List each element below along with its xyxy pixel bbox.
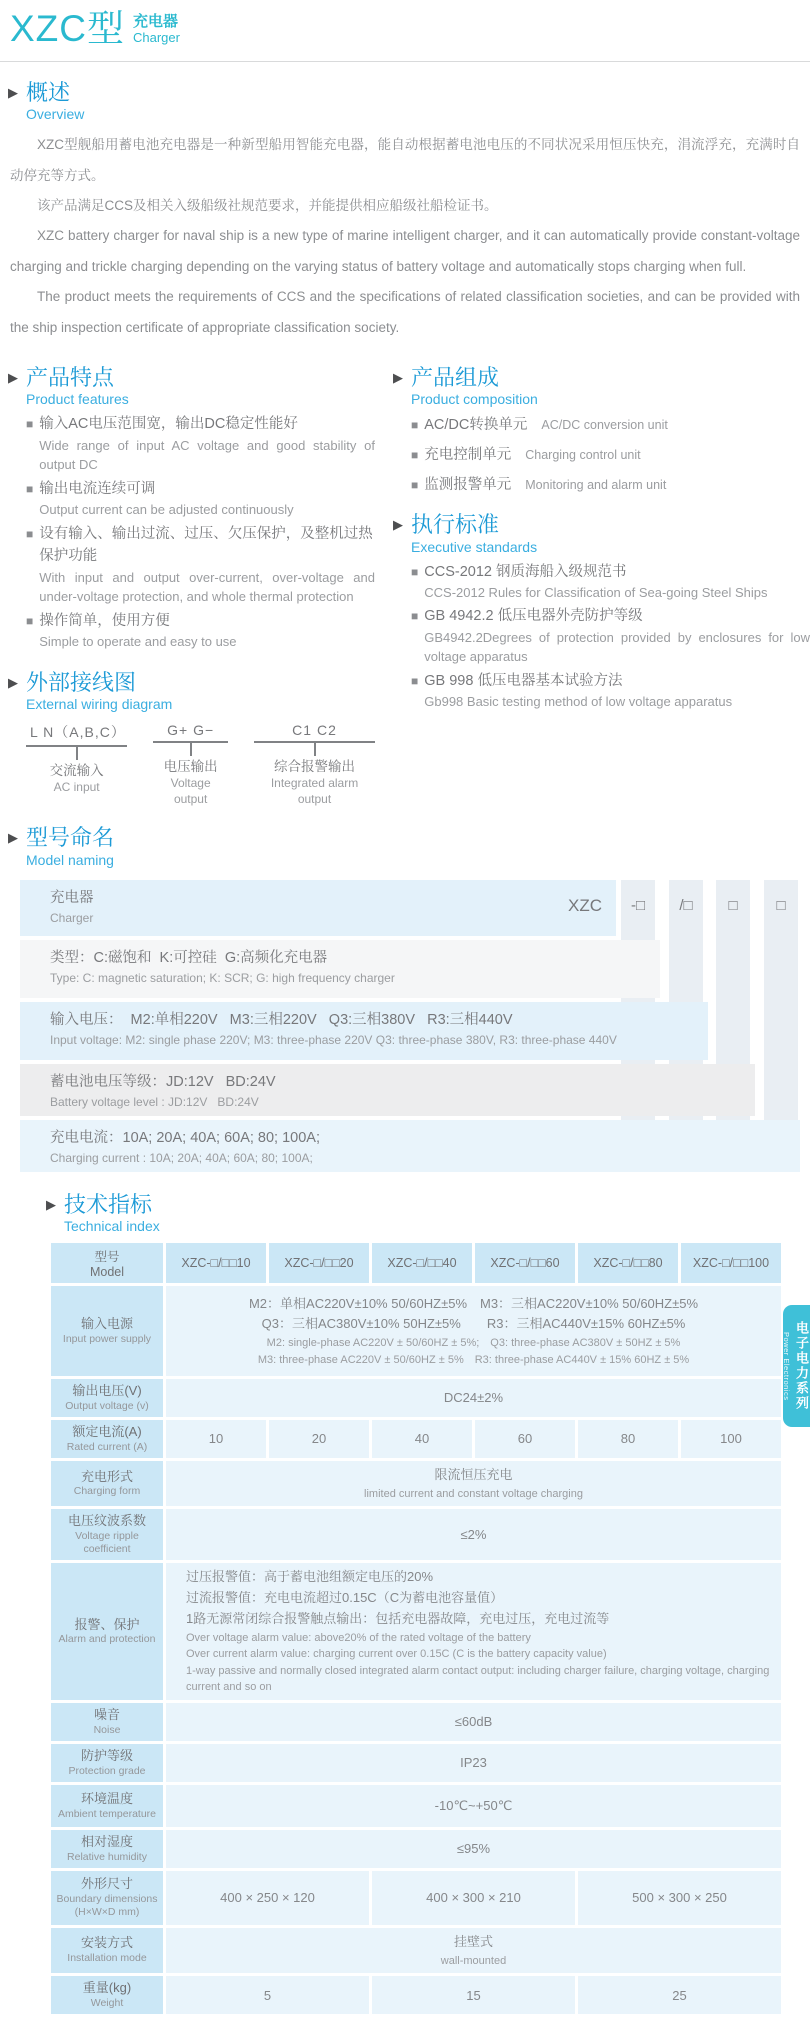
cell-value: 5 xyxy=(166,1976,369,2014)
terminal-code: L N（A,B,C） xyxy=(26,722,127,747)
bullet-square-icon: ■ xyxy=(411,609,419,624)
composition-en: Charging control unit xyxy=(525,448,641,463)
wiring-terminal-group xyxy=(153,722,228,807)
naming-row-en: Charging current : 10A; 20A; 40A; 60A; 80; 100A; xyxy=(50,1151,313,1166)
table-row: 输出电压(V) Output voltage (v) DC24±2% xyxy=(51,1379,781,1417)
wiring-terminal-group xyxy=(26,722,127,807)
overview-body xyxy=(0,128,810,343)
features-list xyxy=(26,413,375,651)
section-arrow-icon: ▶ xyxy=(8,369,18,385)
standards-heading-cn: 执行标准 xyxy=(411,512,500,538)
cell-line: 1-way passive and normally closed integrated alarm contact output: including charger failure, charging voltage, charging current and so on xyxy=(186,1664,770,1694)
table-row: 防护等级 Protection grade IP23 xyxy=(51,1744,781,1782)
list-item xyxy=(26,523,375,607)
naming-row-battery-voltage xyxy=(20,1064,755,1116)
naming-heading-cn: 型号命名 xyxy=(26,825,115,851)
table-row: 额定电流(A) Rated current (A) 10 20 40 60 80 100 xyxy=(51,1420,781,1458)
terminal-label-en: Integrated alarm output xyxy=(270,776,359,806)
naming-row-cn: 充电电流：10A; 20A; 40A; 60A; 80; 100A; xyxy=(50,1129,321,1146)
terminal-tick xyxy=(190,743,192,756)
tech-table-wrap xyxy=(48,1240,810,2017)
table-row: 环境温度 Ambient temperature -10℃~+50℃ xyxy=(51,1785,781,1827)
naming-row-en: Battery voltage level : JD:12V BD:24V xyxy=(50,1095,259,1110)
overview-paragraph: XZC battery charger for naval ship is a new type of marine intelligent charger, and it can automatically provide constant-voltage charging and trickle charging depending on the varying status of battery voltage and automatically stops charging when full. xyxy=(10,228,800,274)
standard-en: GB4942.2Degrees of protection provided by enclosures for low voltage apparatus xyxy=(424,629,810,665)
terminal-label-en: AC input xyxy=(53,780,100,795)
terminal-code: G+ G− xyxy=(153,722,228,743)
feature-en: With input and output over-current, over-voltage and under-voltage protection, and whole thermal protection xyxy=(39,569,375,605)
wiring-diagram xyxy=(26,722,375,807)
naming-charger-en: Charger xyxy=(50,911,94,926)
table-row: 充电形式 Charging form 限流恒压充电 limited current and constant voltage charging xyxy=(51,1461,781,1506)
terminal-label-cn: 交流输入 xyxy=(49,762,104,778)
tech-heading-cn: 技术指标 xyxy=(64,1191,153,1217)
naming-row-cn: 蓄电池电压等级：JD:12V BD:24V xyxy=(50,1073,276,1090)
features-heading-en: Product features xyxy=(26,391,129,408)
composition-heading-en: Product composition xyxy=(411,391,538,408)
standard-en: Gb998 Basic testing method of low voltage apparatus xyxy=(424,694,733,710)
overview-paragraph: 该产品满足CCS及相关入级船级社规范要求，并能提供相应船级社船检证书。 xyxy=(37,198,498,214)
bullet-square-icon: ■ xyxy=(411,564,419,579)
composition-cn: AC/DC转换单元 xyxy=(424,417,528,434)
overview-paragraph: The product meets the requirements of CCS and the specifications of related classification societies, and can be provided with the ship inspection certificate of appropriate classification society. xyxy=(10,289,800,335)
cell-line: M2: single-phase AC220V ± 50/60HZ ± 5%; Q3: three-phase AC380V ± 50HZ ± 5% xyxy=(266,1337,681,1350)
section-wiring-heading xyxy=(8,670,375,712)
col-header-model: XZC-□/□□20 xyxy=(269,1243,369,1283)
bullet-square-icon: ■ xyxy=(411,448,419,463)
cell-line: limited current and constant voltage charging xyxy=(364,1487,583,1500)
standard-cn: GB 4942.2 低压电器外壳防护等级 xyxy=(424,608,643,625)
cell-value: 500 × 300 × 250 xyxy=(578,1871,781,1925)
two-column-area xyxy=(0,347,810,807)
table-row: 相对湿度 Relative humidity ≤95% xyxy=(51,1830,781,1868)
bullet-square-icon: ■ xyxy=(26,417,34,432)
composition-cn: 充电控制单元 xyxy=(424,447,512,464)
section-features-heading xyxy=(8,365,375,407)
series-side-tab xyxy=(783,1305,810,1427)
standards-list xyxy=(411,561,810,712)
cell-line: 过流报警值：充电电流超过0.15C（C为蓄电池容量值） xyxy=(186,1590,504,1606)
cell-value: 25 xyxy=(578,1976,781,2014)
section-standards-heading xyxy=(393,512,810,554)
list-item xyxy=(26,413,375,474)
wiring-heading-en: External wiring diagram xyxy=(26,695,173,712)
naming-row-en: Input voltage: M2: single phase 220V; M3: three-phase 220V Q3: three-phase 380V, R3: three-phase 440V xyxy=(50,1033,617,1048)
cell-value: 400 × 250 × 120 xyxy=(166,1871,369,1925)
model-code-box: □ xyxy=(728,896,738,914)
cell-line: Over current alarm value: charging current over 0.15C (C is the battery capacity value) xyxy=(186,1648,607,1661)
section-arrow-icon: ▶ xyxy=(8,830,18,846)
cell-value: 60 xyxy=(475,1420,575,1458)
model-prefix: XZC xyxy=(568,895,602,915)
col-header-model: XZC-□/□□10 xyxy=(166,1243,266,1283)
standard-en: CCS-2012 Rules for Classification of Sea-going Steel Ships xyxy=(424,584,768,600)
series-tab-cn: 电子电力系列 xyxy=(794,1321,809,1411)
cell-line: 过压报警值：高于蓄电池组额定电压的20% xyxy=(186,1569,434,1585)
section-tech-heading xyxy=(46,1192,810,1234)
cell-value: -10℃~+50℃ xyxy=(166,1785,781,1827)
table-row: 报警、保护 Alarm and protection 过压报警值：高于蓄电池组额定电压的20% 过流报警值：充电电流超过0.15C（C为蓄电池容量值） 1路无源常闭综合报警触点输出：包括充电器故障，充电过压，充电过流等 Over voltage alarm value: above20% of the rated voltage of the battery Over current alarm value: charging current over 0.15C (C is the battery capacity value) 1-way passive and normally closed integrated alarm contact output: including charger failure, charging voltage, charging current and so on xyxy=(51,1563,781,1699)
naming-row-cn: 输入电压： M2:单相220V M3:三相220V Q3:三相380V R3:三相440V xyxy=(50,1011,513,1028)
bullet-square-icon: ■ xyxy=(411,418,419,433)
naming-row-charging-current xyxy=(20,1120,800,1172)
wiring-terminal-group xyxy=(254,722,375,807)
naming-row-input-voltage xyxy=(20,1002,708,1060)
cell-value: 15 xyxy=(372,1976,575,2014)
cell-value: 400 × 300 × 210 xyxy=(372,1871,575,1925)
table-row: 安装方式 Installation mode 挂壁式 wall-mounted xyxy=(51,1928,781,1973)
feature-en: Wide range of input AC voltage and good stability of output DC xyxy=(39,437,375,473)
terminal-tick xyxy=(76,747,78,760)
col-header-model: XZC-□/□□60 xyxy=(475,1243,575,1283)
page-title xyxy=(0,0,810,47)
overview-heading-en: Overview xyxy=(26,106,85,123)
section-arrow-icon: ▶ xyxy=(8,85,18,100)
section-composition-heading xyxy=(393,365,810,407)
naming-charger-cn: 充电器 xyxy=(50,889,94,906)
composition-list xyxy=(411,413,810,494)
cell-line: Q3：三相AC380V±10% 50HZ±5% R3：三相AC440V±15% 60HZ±5% xyxy=(261,1316,686,1332)
list-item xyxy=(411,561,810,603)
series-tab-en: Power Electronics xyxy=(782,1331,791,1401)
naming-heading-en: Model naming xyxy=(26,851,114,868)
model-code-box: /□ xyxy=(679,896,693,914)
model-code-box: □ xyxy=(776,896,786,914)
composition-heading-cn: 产品组成 xyxy=(411,364,500,390)
page-title-product-cn: 充电器 xyxy=(133,12,179,30)
cell-value: 20 xyxy=(269,1420,369,1458)
feature-en: Output current can be adjusted continuously xyxy=(39,502,294,518)
feature-en: Simple to operate and easy to use xyxy=(39,634,237,650)
bullet-square-icon: ■ xyxy=(411,673,419,688)
cell-line: M3: three-phase AC220V ± 50/60HZ ± 5% R3: three-phase AC440V ± 15% 60HZ ± 5% xyxy=(257,1353,690,1366)
col-header: 型号 xyxy=(94,1249,120,1264)
cell-value: 40 xyxy=(372,1420,472,1458)
table-row: 输入电源 Input power supply M2：单相AC220V±10% 50/60HZ±5% M3：三相AC220V±10% 50/60HZ±5% Q3：三相AC380V±10% 50HZ±5% R3：三相AC440V±15% 60HZ±5% M2: single-phase AC220V ± 50/60HZ ± 5%; Q3: three-phase AC380V ± 50HZ ± 5% M3: three-phase AC220V ± 50/60HZ ± 5% R3: three-phase AC440V ± 15% 60HZ ± 5% xyxy=(51,1286,781,1376)
standards-heading-en: Executive standards xyxy=(411,538,538,555)
list-item xyxy=(411,670,810,712)
cell-value: ≤95% xyxy=(166,1830,781,1868)
cell-line: 挂壁式 xyxy=(453,1933,493,1949)
table-row: 外形尺寸 Boundary dimensions (H×W×D mm) 400 × 250 × 120 400 × 300 × 210 500 × 300 × 250 xyxy=(51,1871,781,1925)
table-row: 重量(kg) Weight 5 15 25 xyxy=(51,1976,781,2014)
composition-en: Monitoring and alarm unit xyxy=(525,478,667,493)
feature-cn: 操作简单，使用方便 xyxy=(39,612,170,629)
cell-line: 限流恒压充电 xyxy=(434,1466,513,1482)
wiring-heading-cn: 外部接线图 xyxy=(26,669,137,695)
table-row: 电压纹波系数 Voltage ripple coefficient ≤2% xyxy=(51,1509,781,1560)
section-arrow-icon: ▶ xyxy=(8,674,18,690)
cell-value: IP23 xyxy=(166,1744,781,1782)
section-arrow-icon: ▶ xyxy=(393,369,403,385)
standard-cn: CCS-2012 钢质海船入级规范书 xyxy=(424,563,627,580)
page-title-model: XZC型 xyxy=(10,8,125,49)
header-divider xyxy=(0,61,810,62)
bullet-square-icon: ■ xyxy=(26,526,34,541)
table-header-row: 型号 Model XZC-□/□□10 XZC-□/□□20 XZC-□/□□40 XZC-□/□□60 XZC-□/□□80 XZC-□/□□100 xyxy=(51,1243,781,1283)
cell-value: ≤2% xyxy=(166,1509,781,1560)
feature-cn: 输出电流连续可调 xyxy=(39,480,156,497)
list-item xyxy=(411,605,810,666)
bullet-square-icon: ■ xyxy=(26,613,34,628)
list-item xyxy=(411,443,810,464)
section-arrow-icon: ▶ xyxy=(393,517,403,533)
list-item xyxy=(26,610,375,652)
standard-cn: GB 998 低压电器基本试验方法 xyxy=(424,672,623,689)
terminal-label-cn: 电压输出 xyxy=(163,758,218,774)
terminal-code: C1 C2 xyxy=(254,722,375,743)
section-arrow-icon: ▶ xyxy=(46,1196,56,1212)
list-item xyxy=(411,473,810,494)
section-overview-heading xyxy=(8,80,810,122)
feature-cn: 设有输入、输出过流、过压、欠压保护，及整机过热保护功能 xyxy=(39,525,373,565)
terminal-label-en: Voltage output xyxy=(170,776,211,806)
col-header-model: XZC-□/□□100 xyxy=(681,1243,781,1283)
tech-heading-en: Technical index xyxy=(64,1217,160,1234)
bullet-square-icon: ■ xyxy=(411,478,419,493)
list-item xyxy=(411,413,810,434)
features-heading-cn: 产品特点 xyxy=(26,364,115,390)
feature-cn: 输入AC电压范围宽，输出DC稳定性能好 xyxy=(39,416,298,433)
overview-heading-cn: 概述 xyxy=(26,80,71,105)
tech-table xyxy=(48,1240,784,2017)
model-code-box: -□ xyxy=(630,896,646,914)
composition-cn: 监测报警单元 xyxy=(424,477,512,494)
naming-row-charger xyxy=(20,880,616,936)
model-naming-diagram xyxy=(20,880,800,1168)
cell-value: DC24±2% xyxy=(166,1379,781,1417)
col-header-model: XZC-□/□□80 xyxy=(578,1243,678,1283)
cell-line: M2：单相AC220V±10% 50/60HZ±5% M3：三相AC220V±10% 50/60HZ±5% xyxy=(248,1295,699,1311)
section-naming-heading xyxy=(8,825,810,867)
list-item xyxy=(26,478,375,520)
overview-paragraph: XZC型舰船用蓄电池充电器是一种新型船用智能充电器，能自动根据蓄电池电压的不同状况采用恒压快充，涓流浮充，充满时自动停充等方式。 xyxy=(10,137,800,183)
cell-line: Over voltage alarm value: above20% of the rated voltage of the battery xyxy=(186,1631,531,1644)
naming-row-type xyxy=(20,940,660,998)
cell-value: ≤60dB xyxy=(166,1703,781,1741)
naming-row-en: Type: C: magnetic saturation; K: SCR; G: high frequency charger xyxy=(50,971,395,986)
table-row: 噪音 Noise ≤60dB xyxy=(51,1703,781,1741)
col-header-model: XZC-□/□□40 xyxy=(372,1243,472,1283)
cell-value: 100 xyxy=(681,1420,781,1458)
composition-en: AC/DC conversion unit xyxy=(541,418,668,433)
cell-value: 80 xyxy=(578,1420,678,1458)
terminal-tick xyxy=(314,743,316,756)
cell-line: 1路无源常闭综合报警触点输出：包括充电器故障，充电过压，充电过流等 xyxy=(186,1610,610,1626)
terminal-label-cn: 综合报警输出 xyxy=(274,758,356,774)
page-title-product-en: Charger xyxy=(133,30,180,46)
cell-value: 10 xyxy=(166,1420,266,1458)
naming-row-cn: 类型：C:磁饱和 K:可控硅 G:高频化充电器 xyxy=(50,949,328,966)
cell-line: wall-mounted xyxy=(440,1954,507,1967)
bullet-square-icon: ■ xyxy=(26,481,34,496)
